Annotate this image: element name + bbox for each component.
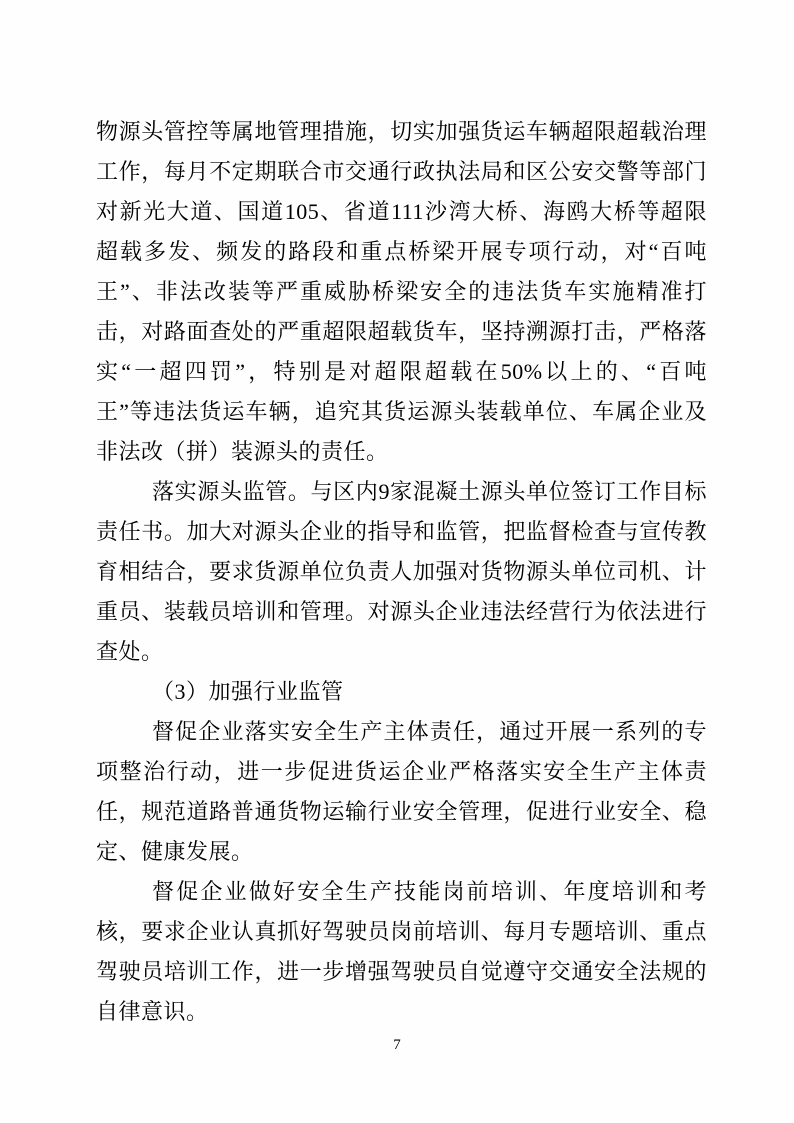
text-line: 责任书。加大对源头企业的指导和监管，把监督检查与宣传教	[96, 519, 707, 544]
text-line: 驾驶员培训工作，进一步增强驾驶员自觉遵守交通安全法规的	[96, 959, 707, 984]
text-line: 王”等违法货运车辆，追究其货运源头装载单位、车属企业及	[96, 399, 707, 424]
text-line: 督促企业做好安全生产技能岗前培训、年度培训和考	[152, 879, 707, 904]
text-line: 落实源头监管。与区内9家混凝土源头单位签订工作目标	[152, 479, 707, 504]
text-line: 非法改（拼）装源头的责任。	[96, 439, 389, 464]
text-line: 重员、装载员培训和管理。对源头企业违法经营行为依法进行	[96, 599, 707, 624]
text-line: 核，要求企业认真抓好驾驶员岗前培训、每月专题培训、重点	[96, 919, 707, 944]
text-line: 自律意识。	[96, 999, 209, 1024]
text-line: 督促企业落实安全生产主体责任，通过开展一系列的专	[152, 719, 707, 744]
text-line: 超载多发、频发的路段和重点桥梁开展专项行动，对“百吨	[96, 239, 707, 264]
page-number: 7	[393, 1037, 401, 1053]
text-line: 击，对路面查处的严重超限超载货车，坚持溯源打击，严格落	[96, 319, 707, 344]
text-line: 实“一超四罚”，特别是对超限超载在50%以上的、“百吨	[96, 359, 707, 384]
text-line: 育相结合，要求货源单位负责人加强对货物源头单位司机、计	[96, 559, 707, 584]
text-line: （3）加强行业监管	[152, 679, 344, 704]
text-line: 查处。	[96, 639, 164, 664]
document-body	[96, 112, 707, 1032]
text-line: 王”、非法改装等严重威胁桥梁安全的违法货车实施精准打	[96, 279, 707, 304]
text-line: 定、健康发展。	[96, 839, 254, 864]
text-line: 物源头管控等属地管理措施，切实加强货运车辆超限超载治理	[96, 119, 707, 144]
text-line: 对新光大道、国道105、省道111沙湾大桥、海鸥大桥等超限	[96, 199, 707, 224]
text-line: 工作，每月不定期联合市交通行政执法局和区公安交警等部门	[96, 159, 707, 184]
text-line: 任，规范道路普通货物运输行业安全管理，促进行业安全、稳	[96, 799, 707, 824]
text-line: 项整治行动，进一步促进货运企业严格落实安全生产主体责	[96, 759, 707, 784]
